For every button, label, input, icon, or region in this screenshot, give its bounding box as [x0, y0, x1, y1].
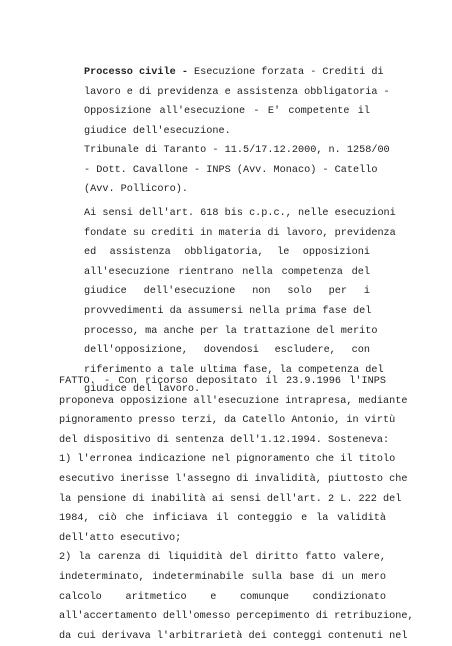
fatto-line: calcolo aritmetico e comunque condizionato — [59, 591, 386, 603]
summary-line: lavoro e di previdenza e assistenza obbligatoria - — [84, 86, 390, 98]
fatto-line: esecutivo inerisse l'assegno di invalidità, piuttosto che — [59, 473, 408, 485]
case-citation — [84, 141, 390, 200]
summary-text: Esecuzione forzata - Crediti di — [187, 67, 384, 78]
maxim-line: fondate su crediti in materia di lavoro, previdenza — [84, 227, 396, 239]
citation-line: Tribunale di Taranto - 11.5/17.12.2000, n. 1258/00 — [84, 145, 390, 156]
fatto-line: 2) la carenza di liquidità del diritto fatto valere, — [59, 552, 386, 564]
maxim-line: dell'opposizione, dovendosi escludere, con — [84, 345, 370, 357]
maxim-line: provvedimenti da assumersi nella prima fase del — [84, 305, 372, 317]
maxim-line: giudice dell'esecuzione non solo per i — [84, 286, 370, 298]
summary-line: Opposizione all'esecuzione - E' competente il — [84, 106, 370, 118]
citation-line: - Dott. Cavallone - INPS (Avv. Monaco) - Catello — [84, 164, 378, 176]
maxim-line: all'esecuzione rientrano nella competenza del — [84, 266, 370, 278]
maxim-line: processo, ma anche per la trattazione del merito — [84, 325, 378, 337]
fatto-line: 1984, ciò che inficiava il conteggio e la validità — [59, 513, 386, 525]
fatto-line: pignoramento presso terzi, da Catello Antonio, in virtù — [59, 415, 396, 427]
maxim-line: riferimento a tale ultima fase, la competenza del — [84, 364, 384, 376]
maxim-line: giudice del lavoro. — [84, 384, 201, 396]
maxim-line: ed assistenza obbligatoria, le opposizioni — [84, 247, 370, 259]
legal-maxim — [84, 204, 396, 400]
fatto-line: indeterminato, indeterminabile sulla base di un mero — [59, 571, 386, 583]
summary-line — [84, 63, 384, 83]
fatto-line: proponeva opposizione all'esecuzione intrapresa, mediante — [59, 395, 408, 407]
fatto-line: all'accertamento dell'omesso percepimento di retribuzione, — [59, 611, 414, 623]
fatto-section — [59, 372, 414, 646]
citation-line: (Avv. Pollicoro). — [84, 184, 188, 196]
fatto-line: 1) l'erronea indicazione nel pignoramento che il titolo — [59, 454, 396, 466]
fatto-line: del dispositivo di sentenza dell'1.12.1994. Sosteneva: — [59, 434, 390, 446]
fatto-line: dell'atto esecutivo; — [59, 532, 182, 544]
summary-label: Processo civile - — [84, 67, 188, 78]
summary-heading — [84, 63, 390, 141]
summary-line: giudice dell'esecuzione. — [84, 125, 231, 137]
maxim-line: Ai sensi dell'art. 618 bis c.p.c., nelle esecuzioni — [84, 208, 396, 219]
fatto-line: la pensione di inabilità ai sensi dell'art. 2 L. 222 del — [59, 493, 402, 505]
fatto-line: FATTO. - Con ricorso depositato il 23.9.1996 l'INPS — [59, 376, 386, 387]
fatto-line: da cui derivava l'arbitrarietà dei conteggi contenuti nel — [59, 630, 408, 642]
